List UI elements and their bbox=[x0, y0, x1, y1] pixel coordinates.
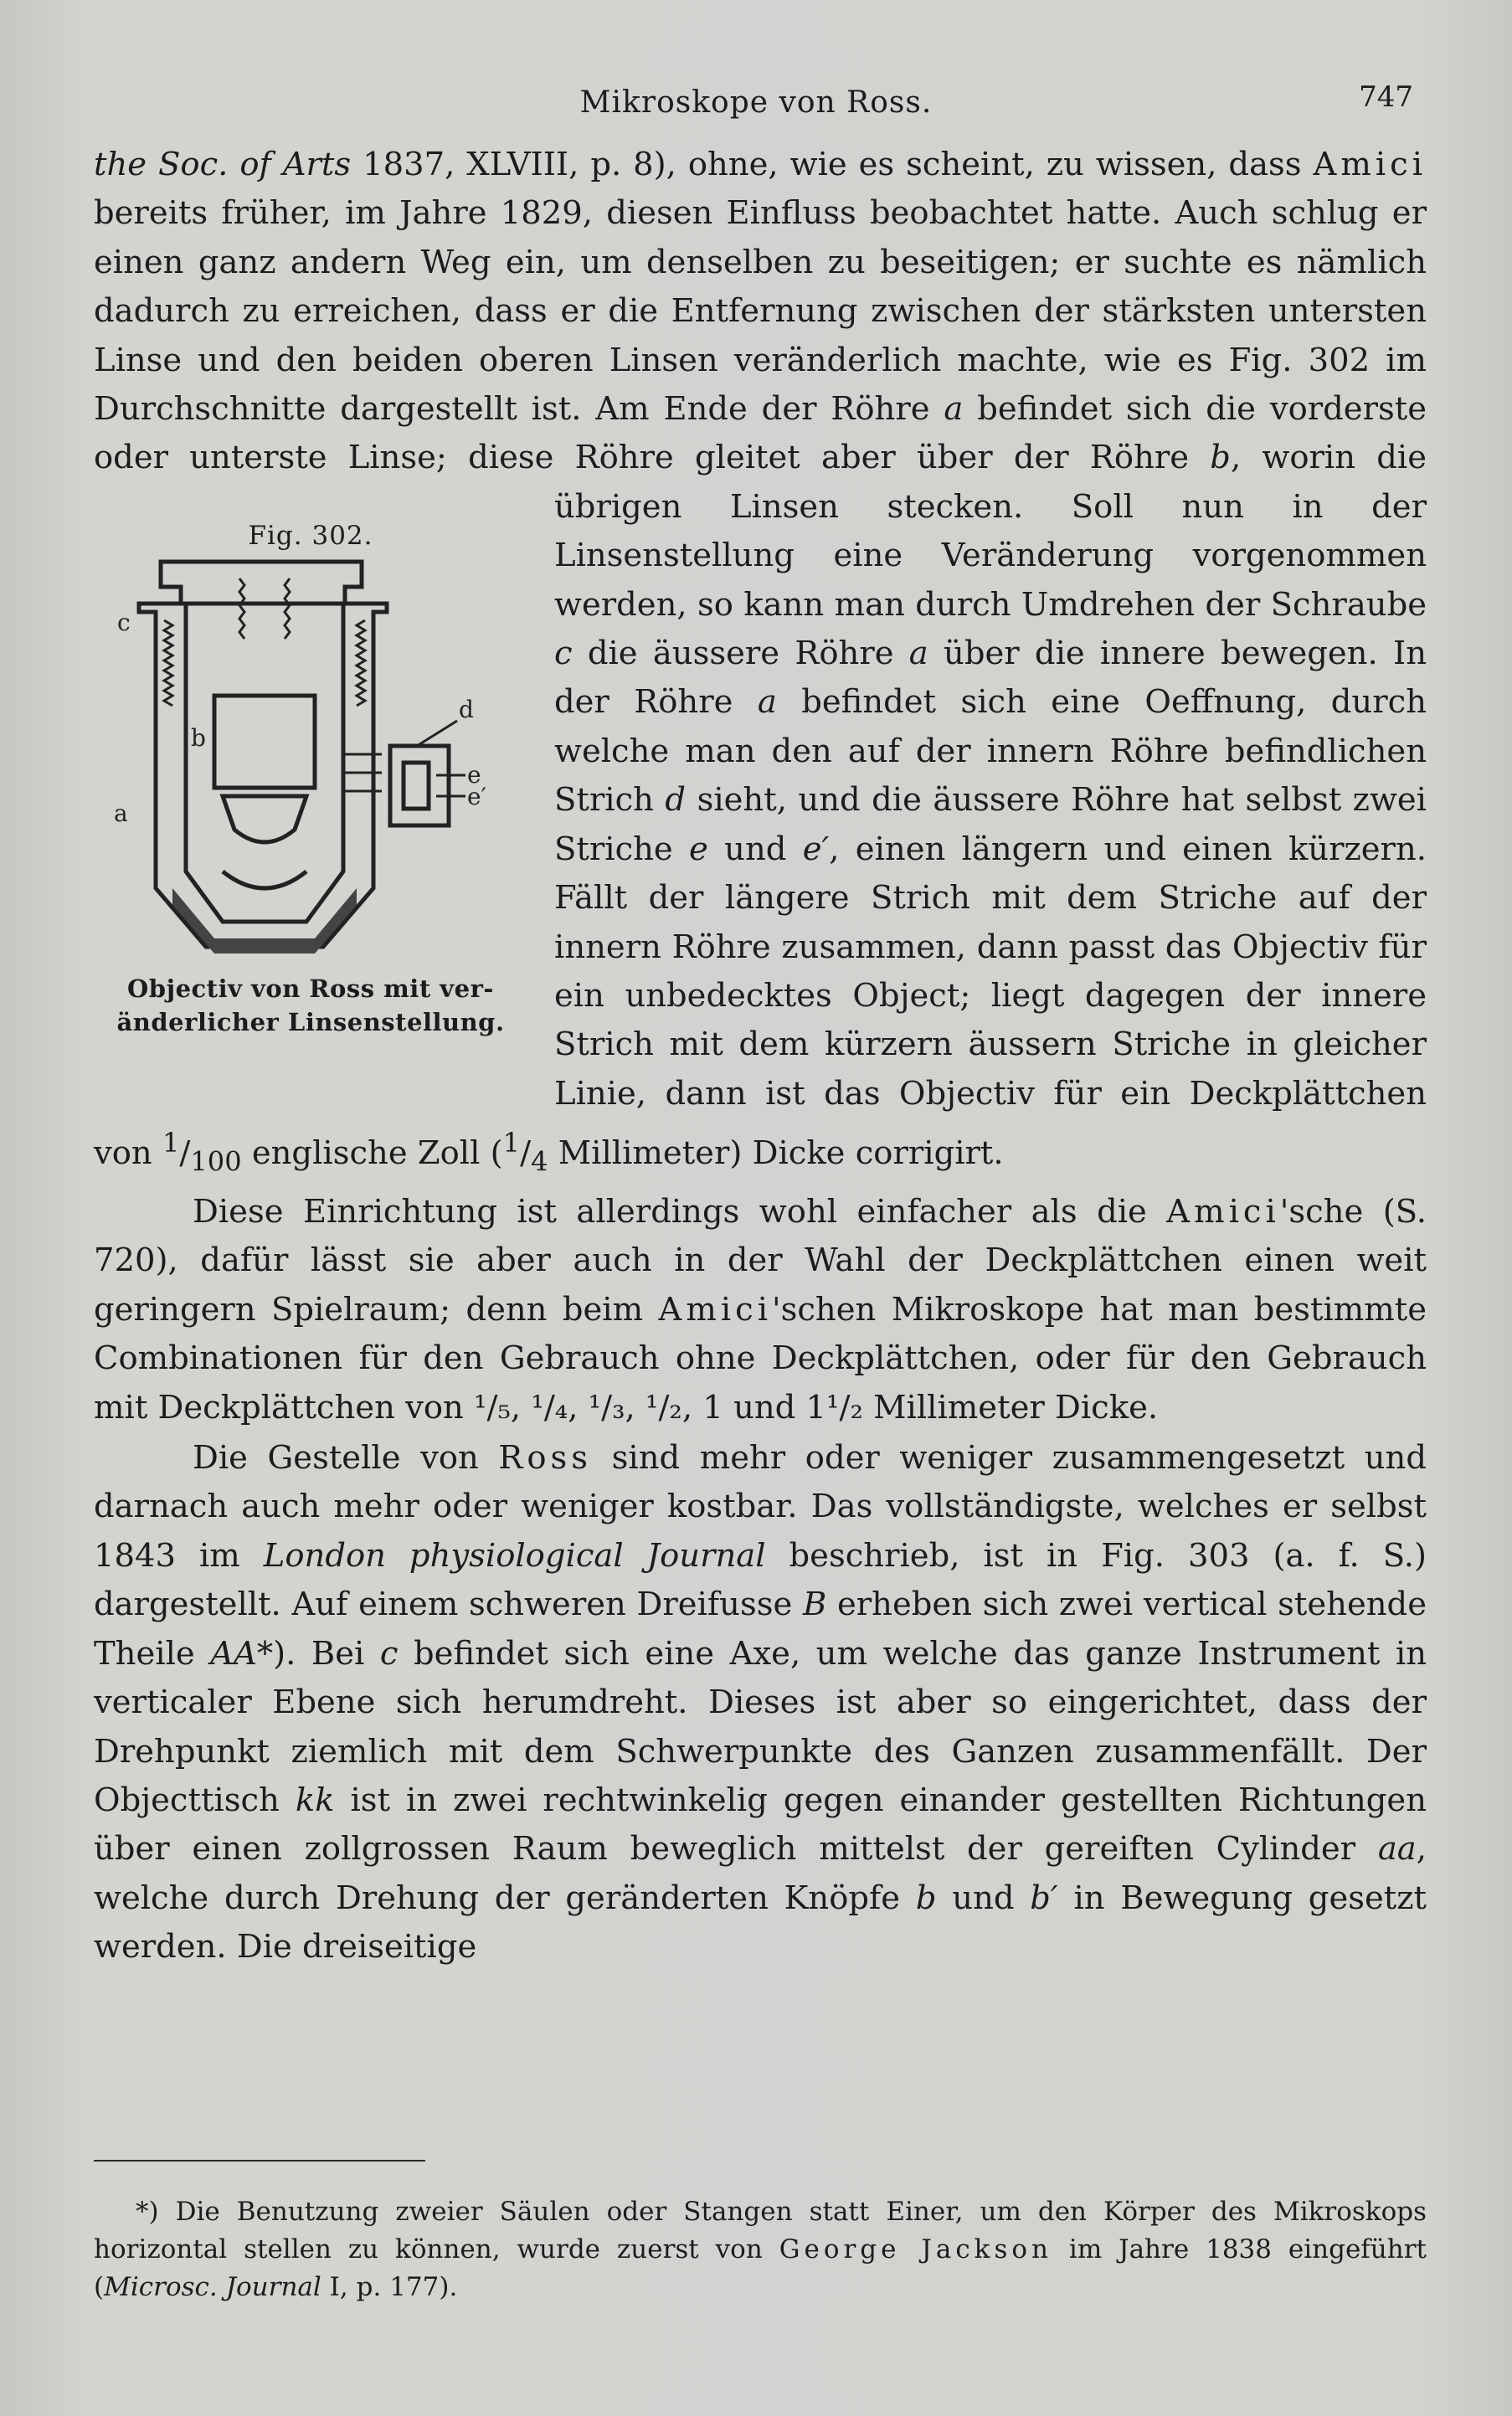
text-run: ist in zwei rechtwinkelig gegen einander gestellten Richtungen über einen zollgrossen Raum beweglich mittelst der gereiften Cylinder bbox=[94, 1781, 1427, 1869]
text-run: erheben sich zwei vertical stehende Theile bbox=[94, 1586, 1427, 1673]
text-run: , welche durch Drehung der geränderten Knöpfe bbox=[94, 1830, 1427, 1917]
main-text bbox=[94, 141, 1427, 1972]
index-marks bbox=[404, 763, 429, 809]
text-run: beschrieb, ist in Fig. 303 (a. f. S.) dargestellt. Auf einem schweren Dreifusse bbox=[94, 1536, 1427, 1624]
text-run: sind mehr oder weniger zusammengesetzt und darnach auch mehr oder weniger kostbar. Das vollständigste, welches er selbst 1843 im bbox=[94, 1439, 1427, 1575]
text-run: befindet sich eine Oeffnung, durch welche man den auf der innern Röhre befindlichen Strich bbox=[554, 683, 1427, 820]
variable: aa bbox=[1377, 1830, 1417, 1869]
text-run: über die innere bewegen. In der Röhre bbox=[554, 635, 1427, 722]
variable: b bbox=[1210, 439, 1231, 477]
text-run: Die Gestelle von bbox=[193, 1439, 499, 1478]
variable: AA bbox=[210, 1634, 257, 1673]
caption-line: änderlicher Linsenstellung. bbox=[116, 1007, 505, 1036]
variable: B bbox=[802, 1586, 827, 1624]
person-name: Ross bbox=[498, 1439, 593, 1478]
left-thread bbox=[164, 620, 172, 706]
leader-d bbox=[417, 721, 457, 746]
text-run: *). Bei bbox=[256, 1634, 380, 1673]
lens-cell bbox=[214, 696, 315, 788]
inner-thread-right bbox=[285, 578, 290, 639]
text-run: 'sche (S. 720), dafür lässt sie aber auch in der Wahl der Deckplättchen einen weit geringern Spielraum; denn beim bbox=[94, 1193, 1427, 1329]
text-run: *) Die Benutzung zweier Säulen oder Stangen statt Einer, um den Körper des Mikroskops horizontal stellen zu können, wurde zuerst von bbox=[94, 2197, 1427, 2264]
label-e: e bbox=[467, 760, 481, 789]
label-d: d bbox=[459, 695, 474, 723]
label-a: a bbox=[114, 799, 128, 827]
text-run: befindet sich die vorderste oder unterste Linse; diese Röhre gleitet aber über der Röhre bbox=[94, 390, 1427, 477]
journal-title: London physiological Journal bbox=[263, 1536, 766, 1575]
text-run: Millimeter Dicke. bbox=[862, 1388, 1159, 1426]
text-run: Millimeter) Dicke corrigirt. bbox=[548, 1133, 1004, 1172]
text-run: 'schen Mikroskope hat man bestimmte Combinationen für den Gebrauch ohne Deckplättchen, oder für den Gebrauch mit Deckplättchen von bbox=[94, 1290, 1427, 1426]
page-title: Mikroskope von Ross. bbox=[579, 85, 933, 120]
label-b: b bbox=[191, 723, 206, 752]
footnote bbox=[94, 2193, 1427, 2306]
variable: e bbox=[689, 830, 708, 868]
index-window bbox=[390, 746, 449, 825]
text-run: die äussere Röhre bbox=[572, 635, 909, 673]
variable: a bbox=[908, 635, 928, 673]
running-header bbox=[0, 80, 1512, 136]
inner-tube-b bbox=[186, 604, 343, 922]
front-lens-curve bbox=[223, 871, 306, 888]
variable: a bbox=[944, 390, 964, 429]
text-run: in Bewegung gesetzt werden. Die dreiseitige bbox=[94, 1879, 1427, 1966]
objective-cross-section-diagram bbox=[105, 553, 491, 964]
journal-title: Microsc. Journal bbox=[104, 2272, 321, 2302]
text-run: und bbox=[936, 1879, 1031, 1917]
variable: b′ bbox=[1030, 1879, 1058, 1917]
fraction-den: 100 bbox=[190, 1145, 242, 1178]
variable: c bbox=[554, 635, 573, 673]
text-run: bereits früher, im Jahre 1829, diesen Einfluss beobachtet hatte. Auch schlug er einen ganz andern Weg ein, um denselben zu beseitigen; er suchte es nämlich dadurch zu erreichen, dass er die Entfernung zwischen der stärksten untersten Linse und den beiden oberen Linsen veränderlich machte, wie es Fig. 302 im Durchschnitte dargestellt ist. Am Ende der Röhre bbox=[94, 194, 1427, 429]
variable: c bbox=[379, 1634, 399, 1673]
variable: e′ bbox=[802, 830, 830, 868]
fraction-den: 4 bbox=[531, 1145, 548, 1178]
text-run: und bbox=[707, 830, 803, 868]
text-run: englische Zoll ( bbox=[241, 1133, 503, 1172]
variable: b bbox=[915, 1879, 937, 1917]
paragraph-1: the Soc. of Arts 1837, XLVIII, p. 8), ohne, wie es scheint, zu wissen, dass Amici bereits früher, im Jahre 1829, diesen Einfluss beobachtet hatte. Auch schlug er einen ganz andern Weg ein, um denselben zu beseitigen; er suchte es nämlich dadurch zu erreichen, dass er die Entfernung zwischen der stärksten untersten Linse und den beiden oberen Linsen veränderlich machte, wie es Fig. 302 im Durchschnitte dargestellt ist. Am Ende der Röhre a befindet sich die vorderste oder unterste Linse; diese Röhre gleitet aber über der Röhre Fig. 302. c b a d e e′ Objectiv von Ross mit ver- änderlicher Linsenstellung. b, worin die übrigen Linsen stecken. Soll nun in der Linsenstellung eine Veränderung vorgenommen werden, so kann man durch Umdrehen der Schraube c die äussere Röhre a über die innere bewegen. In der Röhre a befindet sich eine Oeffnung, durch welche man den auf der innern Röhre befindlichen Strich d sieht, und die äussere Röhre hat selbst zwei Striche e und e′, einen längern und einen kürzern. Fällt der längere Strich mit dem Striche auf der innern Röhre zusammen, dann passt das Objectiv für ein unbedecktes Object; liegt dagegen der innere Strich mit dem kürzern äussern Striche in gleicher Linie, dann ist das Objectiv für ein Deckplättchen von $^1/_{100}$ englische Zoll ($^1/_4$ Millimeter) Dicke corrigirt. bbox=[94, 141, 1427, 1186]
fraction-list: ¹/₅, ¹/₄, ¹/₃, ¹/₂, 1 und 1¹/₂ bbox=[474, 1388, 863, 1426]
text-run: , worin die übrigen Linsen stecken. Soll nun in der Linsenstellung eine Veränderung vorgenommen werden, so kann man durch Umdrehen der Schraube bbox=[554, 439, 1427, 624]
figure-caption bbox=[89, 972, 532, 1039]
text-run: Diese Einrichtung ist allerdings wohl einfacher als die bbox=[193, 1193, 1167, 1231]
person-name: George Jackson bbox=[779, 2234, 1053, 2264]
inner-thread-left bbox=[239, 578, 244, 639]
text-run: befindet sich eine Axe, um welche das ganze Instrument in verticaler Ebene sich herumdreht. Dieses ist aber so eingerichtet, dass der Drehpunkt ziemlich mit dem Schwerpunkte des Ganzen zusammenfällt. Der Objecttisch bbox=[94, 1634, 1427, 1819]
text-run: , einen längern und einen kürzern. Fällt der längere Strich mit dem Striche auf der innern Röhre zusammen, dann passt das Objectiv für ein unbedecktes Object; liegt dagegen der innere Strich mit dem kürzern äussern Striche in gleicher Linie, dann ist das Objectiv für ein Deckplättchen von bbox=[94, 830, 1427, 1172]
text-run: the Soc. of Arts bbox=[94, 146, 352, 183]
label-c: c bbox=[117, 608, 131, 636]
variable: d bbox=[665, 781, 687, 820]
front-lens bbox=[223, 796, 306, 842]
person-name: Amici bbox=[1313, 146, 1427, 183]
text-run: I, p. 177). bbox=[321, 2272, 458, 2302]
footnote-divider bbox=[94, 2160, 425, 2162]
fraction-num: 1 bbox=[502, 1127, 521, 1159]
text-run: sieht, und die äussere Röhre hat selbst zwei Striche bbox=[554, 781, 1427, 868]
paragraph-2 bbox=[94, 1188, 1427, 1432]
person-name: Amici bbox=[658, 1290, 773, 1329]
caption-line: Objectiv von Ross mit ver- bbox=[127, 974, 494, 1003]
figure-302 bbox=[89, 488, 532, 1113]
label-e-prime: e′ bbox=[467, 782, 486, 810]
text-run: 1837, XLVIII, p. 8), ohne, wie es scheint, zu wissen, dass bbox=[351, 146, 1314, 183]
fraction-num: 1 bbox=[162, 1127, 180, 1159]
page-number: 747 bbox=[1359, 80, 1413, 114]
variable: a bbox=[757, 683, 777, 722]
figure-label: Fig. 302. bbox=[248, 520, 373, 551]
paragraph-3 bbox=[94, 1434, 1427, 1971]
text-run: im Jahre 1838 eingeführt ( bbox=[94, 2234, 1427, 2302]
variable: kk bbox=[295, 1781, 335, 1819]
right-thread bbox=[357, 620, 365, 706]
person-name: Amici bbox=[1166, 1193, 1280, 1231]
top-flange bbox=[161, 562, 362, 604]
